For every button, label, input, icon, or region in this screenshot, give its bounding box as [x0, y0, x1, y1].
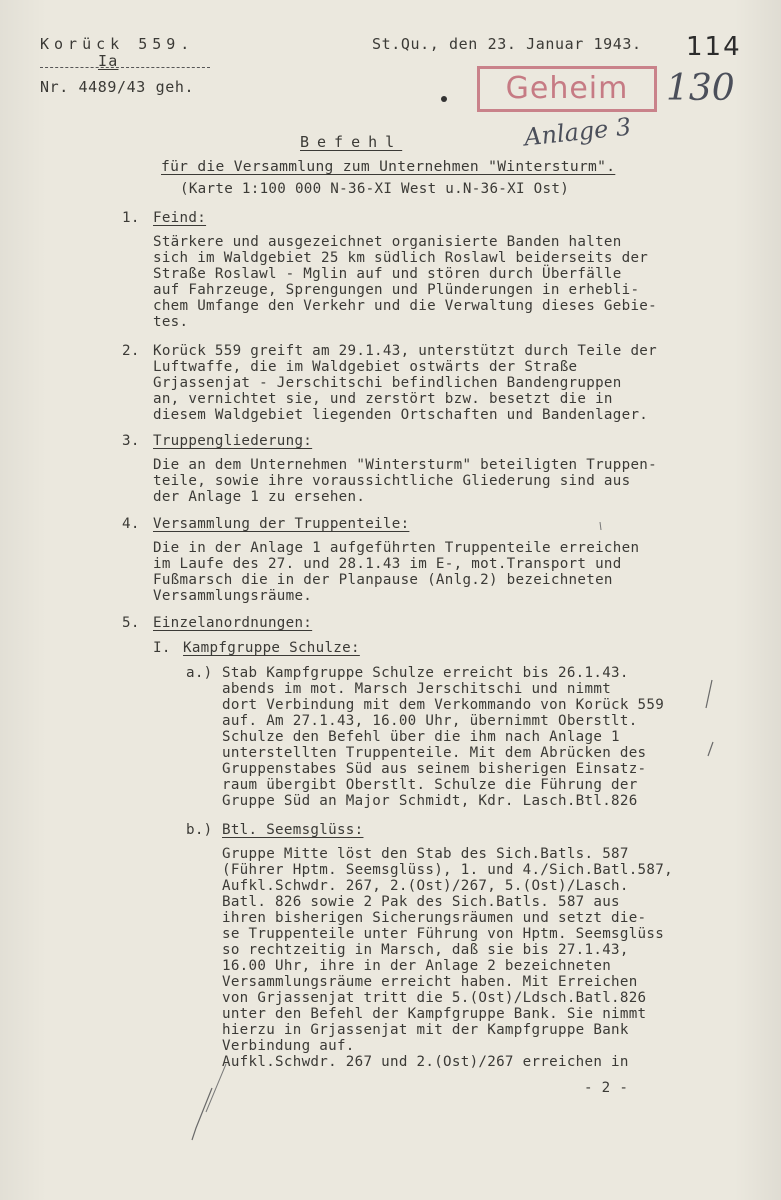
item-b-line: Gruppe Mitte löst den Stab des Sich.Batls. 587 [222, 846, 629, 862]
section-4-number: 4. [122, 516, 140, 532]
handwritten-number: 130 [666, 68, 735, 109]
item-b-line: Aufkl.Schwdr. 267, 2.(Ost)/267, 5.(Ost)/Lasch. [222, 878, 629, 894]
item-b-line: Versammlungsräume erreicht haben. Mit Erreichen [222, 974, 638, 990]
item-a-line: auf. Am 27.1.43, 16.00 Uhr, übernimmt Oberstlt. [222, 713, 638, 729]
section-4-line: im Laufe des 27. und 28.1.43 im E-, mot.Transport und [153, 556, 622, 572]
section-5-heading: Einzelanordnungen: [153, 615, 313, 631]
order-heading: Befehl [300, 133, 403, 151]
section-4-line: Fußmarsch die in der Planpause (Anlg.2) bezeichneten [153, 572, 613, 588]
section-5-number: 5. [122, 615, 140, 631]
secret-stamp: Geheim [477, 66, 657, 112]
section-3-number: 3. [122, 433, 140, 449]
department-code: Ia [98, 52, 119, 70]
item-b-line: se Truppenteile unter Führung von Hptm. Seemsglüss [222, 926, 665, 942]
item-b-line: 16.00 Uhr, ihre in der Anlage 2 bezeichneten [222, 958, 612, 974]
section-3-line: teile, sowie ihre voraussichtliche Gliederung sind aus [153, 473, 631, 489]
next-page-marker: - 2 - [584, 1080, 629, 1096]
place-and-date: St.Qu., den 23. Januar 1943. [372, 35, 642, 53]
section-3-heading: Truppengliederung: [153, 433, 313, 449]
section-3-line: Die an dem Unternehmen "Wintersturm" beteiligten Truppen- [153, 457, 657, 473]
section-2-line: Korück 559 greift am 29.1.43, unterstützt durch Teile der [153, 343, 657, 359]
handwritten-annex-note: Anlage 3 [522, 112, 633, 152]
section-2-number: 2. [122, 343, 140, 359]
unit-name: Korück 559. [40, 35, 195, 53]
section-4-line: Versammlungsräume. [153, 588, 313, 604]
item-a-line: Gruppe Süd an Major Schmidt, Kdr. Lasch.Btl.826 [222, 793, 638, 809]
item-a-label: a.) [186, 665, 213, 681]
section-1-line: Straße Roslawl - Mglin auf und stören durch Überfälle [153, 266, 622, 282]
reference-number: Nr. 4489/43 geh. [40, 78, 195, 96]
item-a-line: Gruppenstabes Süd aus seinem bisherigen Einsatz- [222, 761, 647, 777]
section-4-heading: Versammlung der Truppenteile: [153, 516, 410, 532]
item-a-line: dort Verbindung mit dem Verkommando von Korück 559 [222, 697, 665, 713]
section-2-line: diesem Waldgebiet liegenden Ortschaften und Bandenlager. [153, 407, 649, 423]
item-a-line: abends im mot. Marsch Jerschitschi und nimmt [222, 681, 612, 697]
section-1-line: auf Fahrzeuge, Sprengungen und Plünderungen in erhebli- [153, 282, 640, 298]
item-a-line: Schulze den Befehl über die ihm nach Anlage 1 [222, 729, 620, 745]
item-b-heading: Btl. Seemsglüss: [222, 822, 364, 838]
item-b-line: so rechtzeitig in Marsch, daß sie bis 27.1.43, [222, 942, 629, 958]
item-a-line: unterstellten Truppenteile. Mit dem Abrücken des [222, 745, 647, 761]
item-b-line: ihren bisherigen Sicherungsräumen und setzt die- [222, 910, 647, 926]
subsection-I-heading: Kampfgruppe Schulze: [183, 640, 360, 656]
archive-page-number: 114 [686, 32, 742, 62]
item-b-label: b.) [186, 822, 213, 838]
section-1-line: tes. [153, 314, 189, 330]
item-b-line: Batl. 826 sowie 2 Pak des Sich.Batls. 587 aus [222, 894, 620, 910]
map-reference: (Karte 1:100 000 N-36-XI West u.N-36-XI Ost) [180, 181, 570, 197]
subsection-I-number: I. [153, 640, 171, 656]
section-1-heading: Feind: [153, 210, 207, 226]
item-a-line: Stab Kampfgruppe Schulze erreicht bis 26.1.43. [222, 665, 629, 681]
section-2-line: Grjassenjat - Jerschitschi befindlichen Bandengruppen [153, 375, 622, 391]
section-1-line: Stärkere und ausgezeichnet organisierte Banden halten [153, 234, 622, 250]
section-2-line: an, vernichtet sie, und zerstört bzw. besetzt die in [153, 391, 613, 407]
item-b-line: Verbindung auf. [222, 1038, 355, 1054]
item-b-line: Aufkl.Schwdr. 267 und 2.(Ost)/267 erreichen in [222, 1054, 629, 1070]
section-4-line: Die in der Anlage 1 aufgeführten Truppenteile erreichen [153, 540, 640, 556]
item-b-line: von Grjassenjat tritt die 5.(Ost)/Ldsch.Batl.826 [222, 990, 647, 1006]
item-b-line: hierzu in Grjassenjat mit der Kampfgruppe Bank [222, 1022, 629, 1038]
item-a-line: raum übergibt Oberstlt. Schulze die Führung der [222, 777, 638, 793]
order-subtitle: für die Versammlung zum Unternehmen "Wintersturm". [161, 158, 616, 175]
item-b-line: (Führer Hptm. Seemsglüss), 1. und 4./Sich.Batl.587, [222, 862, 673, 878]
section-2-line: Luftwaffe, die im Waldgebiet ostwärts der Straße [153, 359, 578, 375]
section-1-number: 1. [122, 210, 140, 226]
item-b-line: unter den Befehl der Kampfgruppe Bank. Sie nimmt [222, 1006, 647, 1022]
section-1-line: chem Umfange den Verkehr und die Verwaltung dieses Gebie- [153, 298, 657, 314]
section-3-line: der Anlage 1 zu ersehen. [153, 489, 366, 505]
section-1-line: sich im Waldgebiet 25 km südlich Roslawl beiderseits der [153, 250, 649, 266]
